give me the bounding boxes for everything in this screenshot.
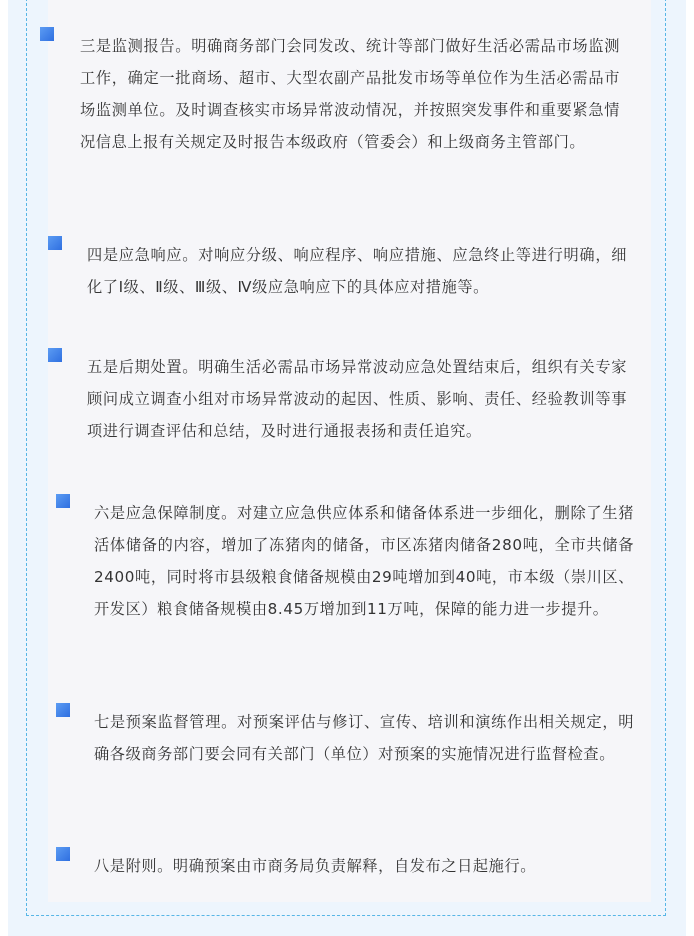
section-paragraph: 八是附则。明确预案由市商务局负责解释，自发布之日起施行。 [94,857,537,875]
section-paragraph: 六是应急保障制度。对建立应急供应体系和储备体系进一步细化，删除了生猪活体储备的内容，增加了冻猪肉的储备，市区冻猪肉储备280吨，全市共储备2400吨，同时将市县级粮食储备规模由29吨增加到40吨，市本级（崇川区、开发区）粮食储备规模由8.45万增加到11万吨，保障的能力进一步提升。 [94,504,634,618]
section-marker-icon [56,494,70,508]
section-paragraph: 三是监测报告。明确商务部门会同发改、统计等部门做好生活必需品市场监测工作，确定一批商场、超市、大型农副产品批发市场等单位作为生活必需品市场监测单位。及时调查核实市场异常波动情况，并按照突发事件和重要紧急情况信息上报有关规定及时报告本级政府（管委会）和上级商务主管部门。 [80,37,620,151]
section-paragraph: 七是预案监督管理。对预案评估与修订、宣传、培训和演练作出相关规定，明确各级商务部门要会同有关部门（单位）对预案的实施情况进行监督检查。 [94,713,634,763]
section-marker-icon [56,847,70,861]
section-paragraph: 五是后期处置。明确生活必需品市场异常波动应急处置结束后，组织有关专家顾问成立调查小组对市场异常波动的起因、性质、影响、责任、经验教训等事项进行调查评估和总结，及时进行通报表扬和责任追究。 [87,358,627,440]
section-marker-icon [56,703,70,717]
section-marker-icon [48,236,62,250]
section-paragraph: 四是应急响应。对响应分级、响应程序、响应措施、应急终止等进行明确，细化了Ⅰ级、Ⅱ级、Ⅲ级、Ⅳ级应急响应下的具体应对措施等。 [87,246,627,296]
section-marker-icon [48,348,62,362]
section-marker-icon [40,27,54,41]
